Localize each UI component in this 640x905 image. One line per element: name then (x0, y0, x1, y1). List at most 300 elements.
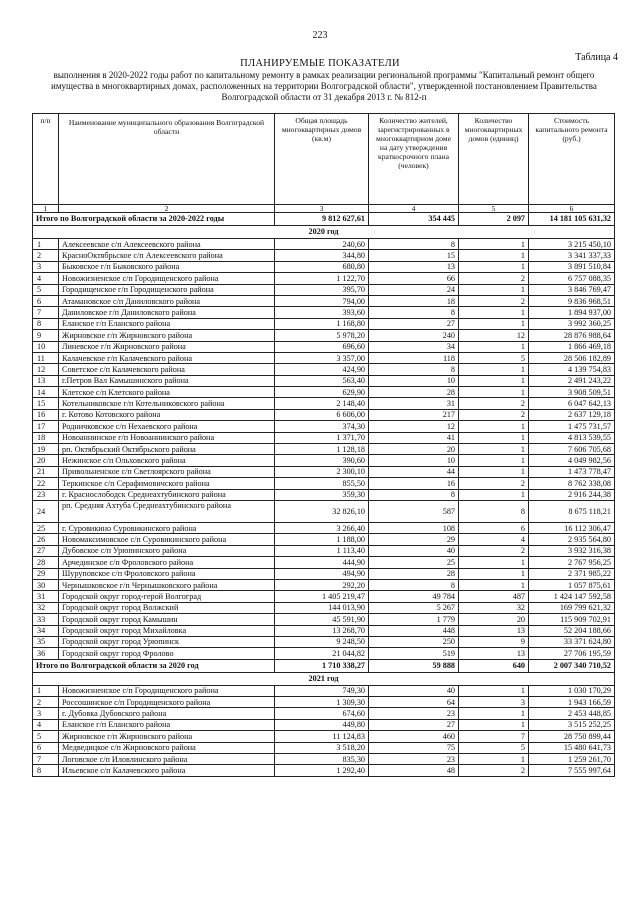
row-area: 449,80 (275, 719, 369, 730)
row-houses: 2 (459, 273, 529, 284)
table-row (33, 742, 615, 753)
row-area: 45 591,90 (275, 614, 369, 625)
year-total-residents: 59 888 (369, 659, 459, 672)
row-number: 34 (33, 625, 59, 636)
grand-total-label: Итого по Волгоградской области за 2020-2022 годы (33, 213, 275, 226)
row-houses: 1 (459, 719, 529, 730)
row-cost: 28 750 899,44 (529, 731, 615, 742)
row-number: 3 (33, 261, 59, 272)
row-number: 31 (33, 591, 59, 602)
row-area: 2 300,10 (275, 466, 369, 477)
table-row (33, 648, 615, 659)
row-residents: 23 (369, 708, 459, 719)
row-number: 25 (33, 522, 59, 533)
row-cost: 3 891 510,84 (529, 261, 615, 272)
row-name: Чернышковское г/п Чернышковского района (59, 579, 275, 590)
row-houses: 1 (459, 284, 529, 295)
row-name: Жирновское г/п Жирновского района (59, 330, 275, 341)
row-area: 6 606,00 (275, 409, 369, 420)
year-heading: 2021 год (33, 672, 615, 685)
row-cost: 8 675 118,21 (529, 500, 615, 522)
row-area: 563,40 (275, 375, 369, 386)
row-cost: 1 943 166,59 (529, 697, 615, 708)
row-houses: 1 (459, 432, 529, 443)
row-cost: 33 371 624,80 (529, 636, 615, 647)
row-residents: 31 (369, 398, 459, 409)
table-row (33, 409, 615, 420)
page-number: 223 (312, 30, 328, 41)
year-heading: 2020 год (33, 226, 615, 239)
row-houses: 7 (459, 731, 529, 742)
table-row (33, 375, 615, 386)
row-name: КрасноОктябрьское с/п Алексеевского района (59, 250, 275, 261)
row-number: 20 (33, 455, 59, 466)
table-row (33, 557, 615, 568)
row-residents: 250 (369, 636, 459, 647)
col-header-area: Общая площадь многоквартирных домов (кв.м) (275, 114, 369, 205)
table-row (33, 239, 615, 250)
row-number: 21 (33, 466, 59, 477)
table-row (33, 568, 615, 579)
col-index: 2 (59, 205, 275, 213)
table-row (33, 579, 615, 590)
row-number: 28 (33, 557, 59, 568)
row-area: 393,60 (275, 307, 369, 318)
row-number: 14 (33, 387, 59, 398)
row-cost: 9 836 968,51 (529, 295, 615, 306)
row-name: Линевское г/п Жирновского района (59, 341, 275, 352)
row-area: 835,30 (275, 754, 369, 765)
row-residents: 28 (369, 568, 459, 579)
table-row (33, 602, 615, 613)
table-row (33, 318, 615, 329)
row-cost: 1 030 170,29 (529, 685, 615, 696)
row-cost: 1 057 875,61 (529, 579, 615, 590)
row-cost: 3 215 450,10 (529, 239, 615, 250)
row-area: 390,60 (275, 455, 369, 466)
row-residents: 13 (369, 261, 459, 272)
row-cost: 16 112 306,47 (529, 522, 615, 533)
row-cost: 28 506 182,89 (529, 352, 615, 363)
table-row (33, 719, 615, 730)
row-residents: 18 (369, 295, 459, 306)
row-number: 4 (33, 719, 59, 730)
row-number: 12 (33, 364, 59, 375)
table-label: Таблица 4 (575, 52, 618, 63)
row-houses: 1 (459, 261, 529, 272)
table-row (33, 330, 615, 341)
row-cost: 2 935 564,80 (529, 534, 615, 545)
row-area: 1 128,18 (275, 444, 369, 455)
row-number: 5 (33, 731, 59, 742)
col-index: 1 (33, 205, 59, 213)
table-row (33, 478, 615, 489)
row-houses: 1 (459, 444, 529, 455)
row-houses: 1 (459, 466, 529, 477)
row-residents: 108 (369, 522, 459, 533)
row-name: г.Петров Вал Камышинского района (59, 375, 275, 386)
row-houses: 1 (459, 708, 529, 719)
row-number: 9 (33, 330, 59, 341)
row-area: 444,90 (275, 557, 369, 568)
row-area: 749,30 (275, 685, 369, 696)
row-residents: 448 (369, 625, 459, 636)
table-row (33, 307, 615, 318)
row-area: 2 148,40 (275, 398, 369, 409)
row-number: 33 (33, 614, 59, 625)
row-number: 7 (33, 307, 59, 318)
row-houses: 1 (459, 364, 529, 375)
row-name: Городской округ город Михайловка (59, 625, 275, 636)
table-row (33, 261, 615, 272)
row-houses: 32 (459, 602, 529, 613)
row-houses: 1 (459, 579, 529, 590)
row-area: 144 013,90 (275, 602, 369, 613)
row-residents: 40 (369, 685, 459, 696)
row-cost: 6 047 642,13 (529, 398, 615, 409)
year-2021-heading-row (33, 672, 615, 685)
row-number: 35 (33, 636, 59, 647)
col-header-name: Наименование муниципального образования Волгоградской области (59, 114, 275, 205)
row-houses: 1 (459, 455, 529, 466)
row-houses: 1 (459, 375, 529, 386)
row-residents: 27 (369, 719, 459, 730)
table-row (33, 522, 615, 533)
row-name: г. Котово Котовского района (59, 409, 275, 420)
row-name: Жирновское г/п Жирновского района (59, 731, 275, 742)
col-header-residents: Количество жителей, зарегистрированных в многоквартирном доме на дату утверждения краткосрочного плана (человек) (369, 114, 459, 205)
row-residents: 10 (369, 375, 459, 386)
row-residents: 25 (369, 557, 459, 568)
row-area: 13 268,70 (275, 625, 369, 636)
table-row (33, 387, 615, 398)
row-residents: 24 (369, 284, 459, 295)
table-row (33, 708, 615, 719)
row-residents: 5 267 (369, 602, 459, 613)
row-name: Новожизненское с/п Городищенского района (59, 685, 275, 696)
row-houses: 8 (459, 500, 529, 522)
row-number: 3 (33, 708, 59, 719)
table-row (33, 444, 615, 455)
row-number: 30 (33, 579, 59, 590)
row-houses: 1 (459, 341, 529, 352)
row-area: 3 518,20 (275, 742, 369, 753)
row-cost: 7 606 705,68 (529, 444, 615, 455)
table-row (33, 545, 615, 556)
row-residents: 40 (369, 545, 459, 556)
row-number: 32 (33, 602, 59, 613)
document-title: ПЛАНИРУЕМЫЕ ПОКАЗАТЕЛИ (240, 58, 400, 69)
row-name: рп. Средняя Ахтуба Среднеахтубинского района (59, 500, 275, 522)
table-row (33, 697, 615, 708)
row-cost: 7 555 997,64 (529, 765, 615, 776)
row-name: Арчединское с/п Фроловского района (59, 557, 275, 568)
row-name: Ильевское с/п Калачевского района (59, 765, 275, 776)
row-residents: 20 (369, 444, 459, 455)
grand-total-houses: 2 097 (459, 213, 529, 226)
row-area: 344,80 (275, 250, 369, 261)
row-cost: 4 813 539,55 (529, 432, 615, 443)
col-index: 5 (459, 205, 529, 213)
col-index: 3 (275, 205, 369, 213)
table-row (33, 765, 615, 776)
row-name: Родничковское с/п Нехаевского района (59, 421, 275, 432)
table-row (33, 432, 615, 443)
row-residents: 240 (369, 330, 459, 341)
row-residents: 8 (369, 364, 459, 375)
row-residents: 48 (369, 765, 459, 776)
row-houses: 6 (459, 522, 529, 533)
row-number: 18 (33, 432, 59, 443)
row-cost: 52 204 188,66 (529, 625, 615, 636)
row-number: 10 (33, 341, 59, 352)
row-cost: 1 866 469,18 (529, 341, 615, 352)
table-row (33, 489, 615, 500)
row-name: Новожизненское с/п Городищенского района (59, 273, 275, 284)
col-header-num: п/п (33, 114, 59, 205)
row-residents: 34 (369, 341, 459, 352)
table-row (33, 731, 615, 742)
row-cost: 1 894 937,00 (529, 307, 615, 318)
column-index-row (33, 205, 615, 213)
indicators-table (32, 113, 615, 777)
row-houses: 20 (459, 614, 529, 625)
row-number: 7 (33, 754, 59, 765)
row-residents: 118 (369, 352, 459, 363)
table-row (33, 754, 615, 765)
col-index: 6 (529, 205, 615, 213)
row-number: 16 (33, 409, 59, 420)
row-name: Городской округ город Урюпинск (59, 636, 275, 647)
table-row (33, 636, 615, 647)
row-residents: 519 (369, 648, 459, 659)
table-row (33, 295, 615, 306)
table-row (33, 685, 615, 696)
row-number: 1 (33, 239, 59, 250)
row-houses: 1 (459, 489, 529, 500)
row-houses: 2 (459, 545, 529, 556)
year-2020-heading-row (33, 226, 615, 239)
row-area: 855,50 (275, 478, 369, 489)
row-cost: 8 762 338,08 (529, 478, 615, 489)
row-cost: 27 706 195,59 (529, 648, 615, 659)
row-area: 494,90 (275, 568, 369, 579)
row-area: 5 978,20 (275, 330, 369, 341)
year-total-label: Итого по Волгоградской области за 2020 год (33, 659, 275, 672)
row-houses: 1 (459, 318, 529, 329)
row-area: 1 371,70 (275, 432, 369, 443)
table-row (33, 421, 615, 432)
row-cost: 3 341 337,33 (529, 250, 615, 261)
row-name: Еланское г/п Еланского района (59, 318, 275, 329)
row-area: 359,30 (275, 489, 369, 500)
row-name: г. Дубовка Дубовского района (59, 708, 275, 719)
col-header-houses: Количество многоквартирных домов (единиц) (459, 114, 529, 205)
row-name: Новомаксимовское с/п Суровикинского района (59, 534, 275, 545)
row-houses: 1 (459, 568, 529, 579)
table-row (33, 341, 615, 352)
row-name: Теркинское с/п Серафимовичского района (59, 478, 275, 489)
row-number: 8 (33, 765, 59, 776)
row-number: 17 (33, 421, 59, 432)
row-residents: 64 (369, 697, 459, 708)
table-row (33, 398, 615, 409)
row-area: 424,90 (275, 364, 369, 375)
row-houses: 487 (459, 591, 529, 602)
row-number: 15 (33, 398, 59, 409)
row-area: 21 044,82 (275, 648, 369, 659)
row-residents: 8 (369, 307, 459, 318)
table-row (33, 500, 615, 522)
row-area: 794,00 (275, 295, 369, 306)
row-houses: 2 (459, 398, 529, 409)
row-houses: 1 (459, 754, 529, 765)
table-row (33, 591, 615, 602)
row-cost: 3 992 360,25 (529, 318, 615, 329)
row-area: 3 357,00 (275, 352, 369, 363)
row-houses: 5 (459, 352, 529, 363)
row-number: 2 (33, 697, 59, 708)
row-cost: 1 259 261,70 (529, 754, 615, 765)
row-cost: 2 637 129,18 (529, 409, 615, 420)
row-residents: 41 (369, 432, 459, 443)
row-name: Привольненское с/п Светлоярского района (59, 466, 275, 477)
row-name: Городищенское г/п Городищенского района (59, 284, 275, 295)
row-number: 36 (33, 648, 59, 659)
table-row (33, 534, 615, 545)
table-row (33, 273, 615, 284)
row-residents: 12 (369, 421, 459, 432)
row-name: Логовское с/п Иловлинского района (59, 754, 275, 765)
row-number: 27 (33, 545, 59, 556)
row-name: рп. Октябрьский Октябрьского района (59, 444, 275, 455)
row-number: 6 (33, 742, 59, 753)
row-houses: 4 (459, 534, 529, 545)
row-houses: 12 (459, 330, 529, 341)
row-name: Атамановское с/п Даниловского района (59, 295, 275, 306)
row-houses: 1 (459, 307, 529, 318)
grand-total-residents: 354 445 (369, 213, 459, 226)
table-row (33, 284, 615, 295)
row-name: Городской округ город Камышин (59, 614, 275, 625)
row-residents: 15 (369, 250, 459, 261)
row-houses: 1 (459, 239, 529, 250)
row-name: Шуруповское с/п Фроловского района (59, 568, 275, 579)
row-name: Городской округ город Волжский (59, 602, 275, 613)
grand-total-area: 9 812 627,61 (275, 213, 369, 226)
row-cost: 1 475 731,57 (529, 421, 615, 432)
row-number: 8 (33, 318, 59, 329)
row-name: Калачевское г/п Калачевского района (59, 352, 275, 363)
row-residents: 217 (369, 409, 459, 420)
year-total-area: 1 710 338,27 (275, 659, 369, 672)
row-houses: 1 (459, 685, 529, 696)
row-number: 5 (33, 284, 59, 295)
row-area: 3 266,40 (275, 522, 369, 533)
row-number: 2 (33, 250, 59, 261)
row-number: 6 (33, 295, 59, 306)
row-cost: 2 371 985,22 (529, 568, 615, 579)
col-header-cost: Стоимость капитального ремонта (руб.) (529, 114, 615, 205)
row-name: Россошинское с/п Городищенского района (59, 697, 275, 708)
row-cost: 3 908 509,51 (529, 387, 615, 398)
row-cost: 1 424 147 592,58 (529, 591, 615, 602)
row-residents: 16 (369, 478, 459, 489)
row-name: Советское с/п Калачевского района (59, 364, 275, 375)
row-residents: 460 (369, 731, 459, 742)
row-area: 1 309,30 (275, 697, 369, 708)
row-cost: 6 757 088,35 (529, 273, 615, 284)
row-area: 1 122,70 (275, 273, 369, 284)
year-total-houses: 640 (459, 659, 529, 672)
row-residents: 44 (369, 466, 459, 477)
row-area: 680,80 (275, 261, 369, 272)
row-area: 32 826,10 (275, 500, 369, 522)
row-houses: 2 (459, 478, 529, 489)
year-total-cost: 2 007 340 710,52 (529, 659, 615, 672)
grand-total-cost: 14 181 105 631,32 (529, 213, 615, 226)
row-residents: 27 (369, 318, 459, 329)
row-name: Нежинское с/п Ольховского района (59, 455, 275, 466)
row-houses: 13 (459, 625, 529, 636)
row-residents: 75 (369, 742, 459, 753)
row-area: 629,90 (275, 387, 369, 398)
row-area: 240,60 (275, 239, 369, 250)
row-cost: 1 473 778,47 (529, 466, 615, 477)
row-cost: 3 515 252,25 (529, 719, 615, 730)
row-cost: 169 799 621,32 (529, 602, 615, 613)
row-name: Новоаннинское г/п Новоаннинского района (59, 432, 275, 443)
row-number: 4 (33, 273, 59, 284)
row-number: 29 (33, 568, 59, 579)
grand-total-row (33, 213, 615, 226)
row-cost: 3 932 316,38 (529, 545, 615, 556)
table-row (33, 625, 615, 636)
row-cost: 4 139 754,83 (529, 364, 615, 375)
row-cost: 3 846 769,47 (529, 284, 615, 295)
row-cost: 115 909 702,91 (529, 614, 615, 625)
row-name: Городской округ город Фролово (59, 648, 275, 659)
table-row (33, 614, 615, 625)
row-name: Клетское с/п Клетского района (59, 387, 275, 398)
row-houses: 2 (459, 765, 529, 776)
row-houses: 2 (459, 295, 529, 306)
col-index: 4 (369, 205, 459, 213)
table-row (33, 466, 615, 477)
row-area: 696,60 (275, 341, 369, 352)
row-number: 22 (33, 478, 59, 489)
row-residents: 49 784 (369, 591, 459, 602)
row-residents: 8 (369, 239, 459, 250)
row-area: 1 188,00 (275, 534, 369, 545)
row-residents: 587 (369, 500, 459, 522)
row-residents: 10 (369, 455, 459, 466)
row-cost: 15 480 641,73 (529, 742, 615, 753)
row-area: 1 113,40 (275, 545, 369, 556)
row-area: 11 124,83 (275, 731, 369, 742)
row-houses: 9 (459, 636, 529, 647)
row-residents: 8 (369, 489, 459, 500)
row-name: Дубовское с/п Урюпинского района (59, 545, 275, 556)
table-header-row (33, 114, 615, 205)
table-row (33, 352, 615, 363)
row-houses: 1 (459, 421, 529, 432)
row-area: 292,20 (275, 579, 369, 590)
row-cost: 2 491 243,22 (529, 375, 615, 386)
row-houses: 13 (459, 648, 529, 659)
row-residents: 29 (369, 534, 459, 545)
row-residents: 28 (369, 387, 459, 398)
